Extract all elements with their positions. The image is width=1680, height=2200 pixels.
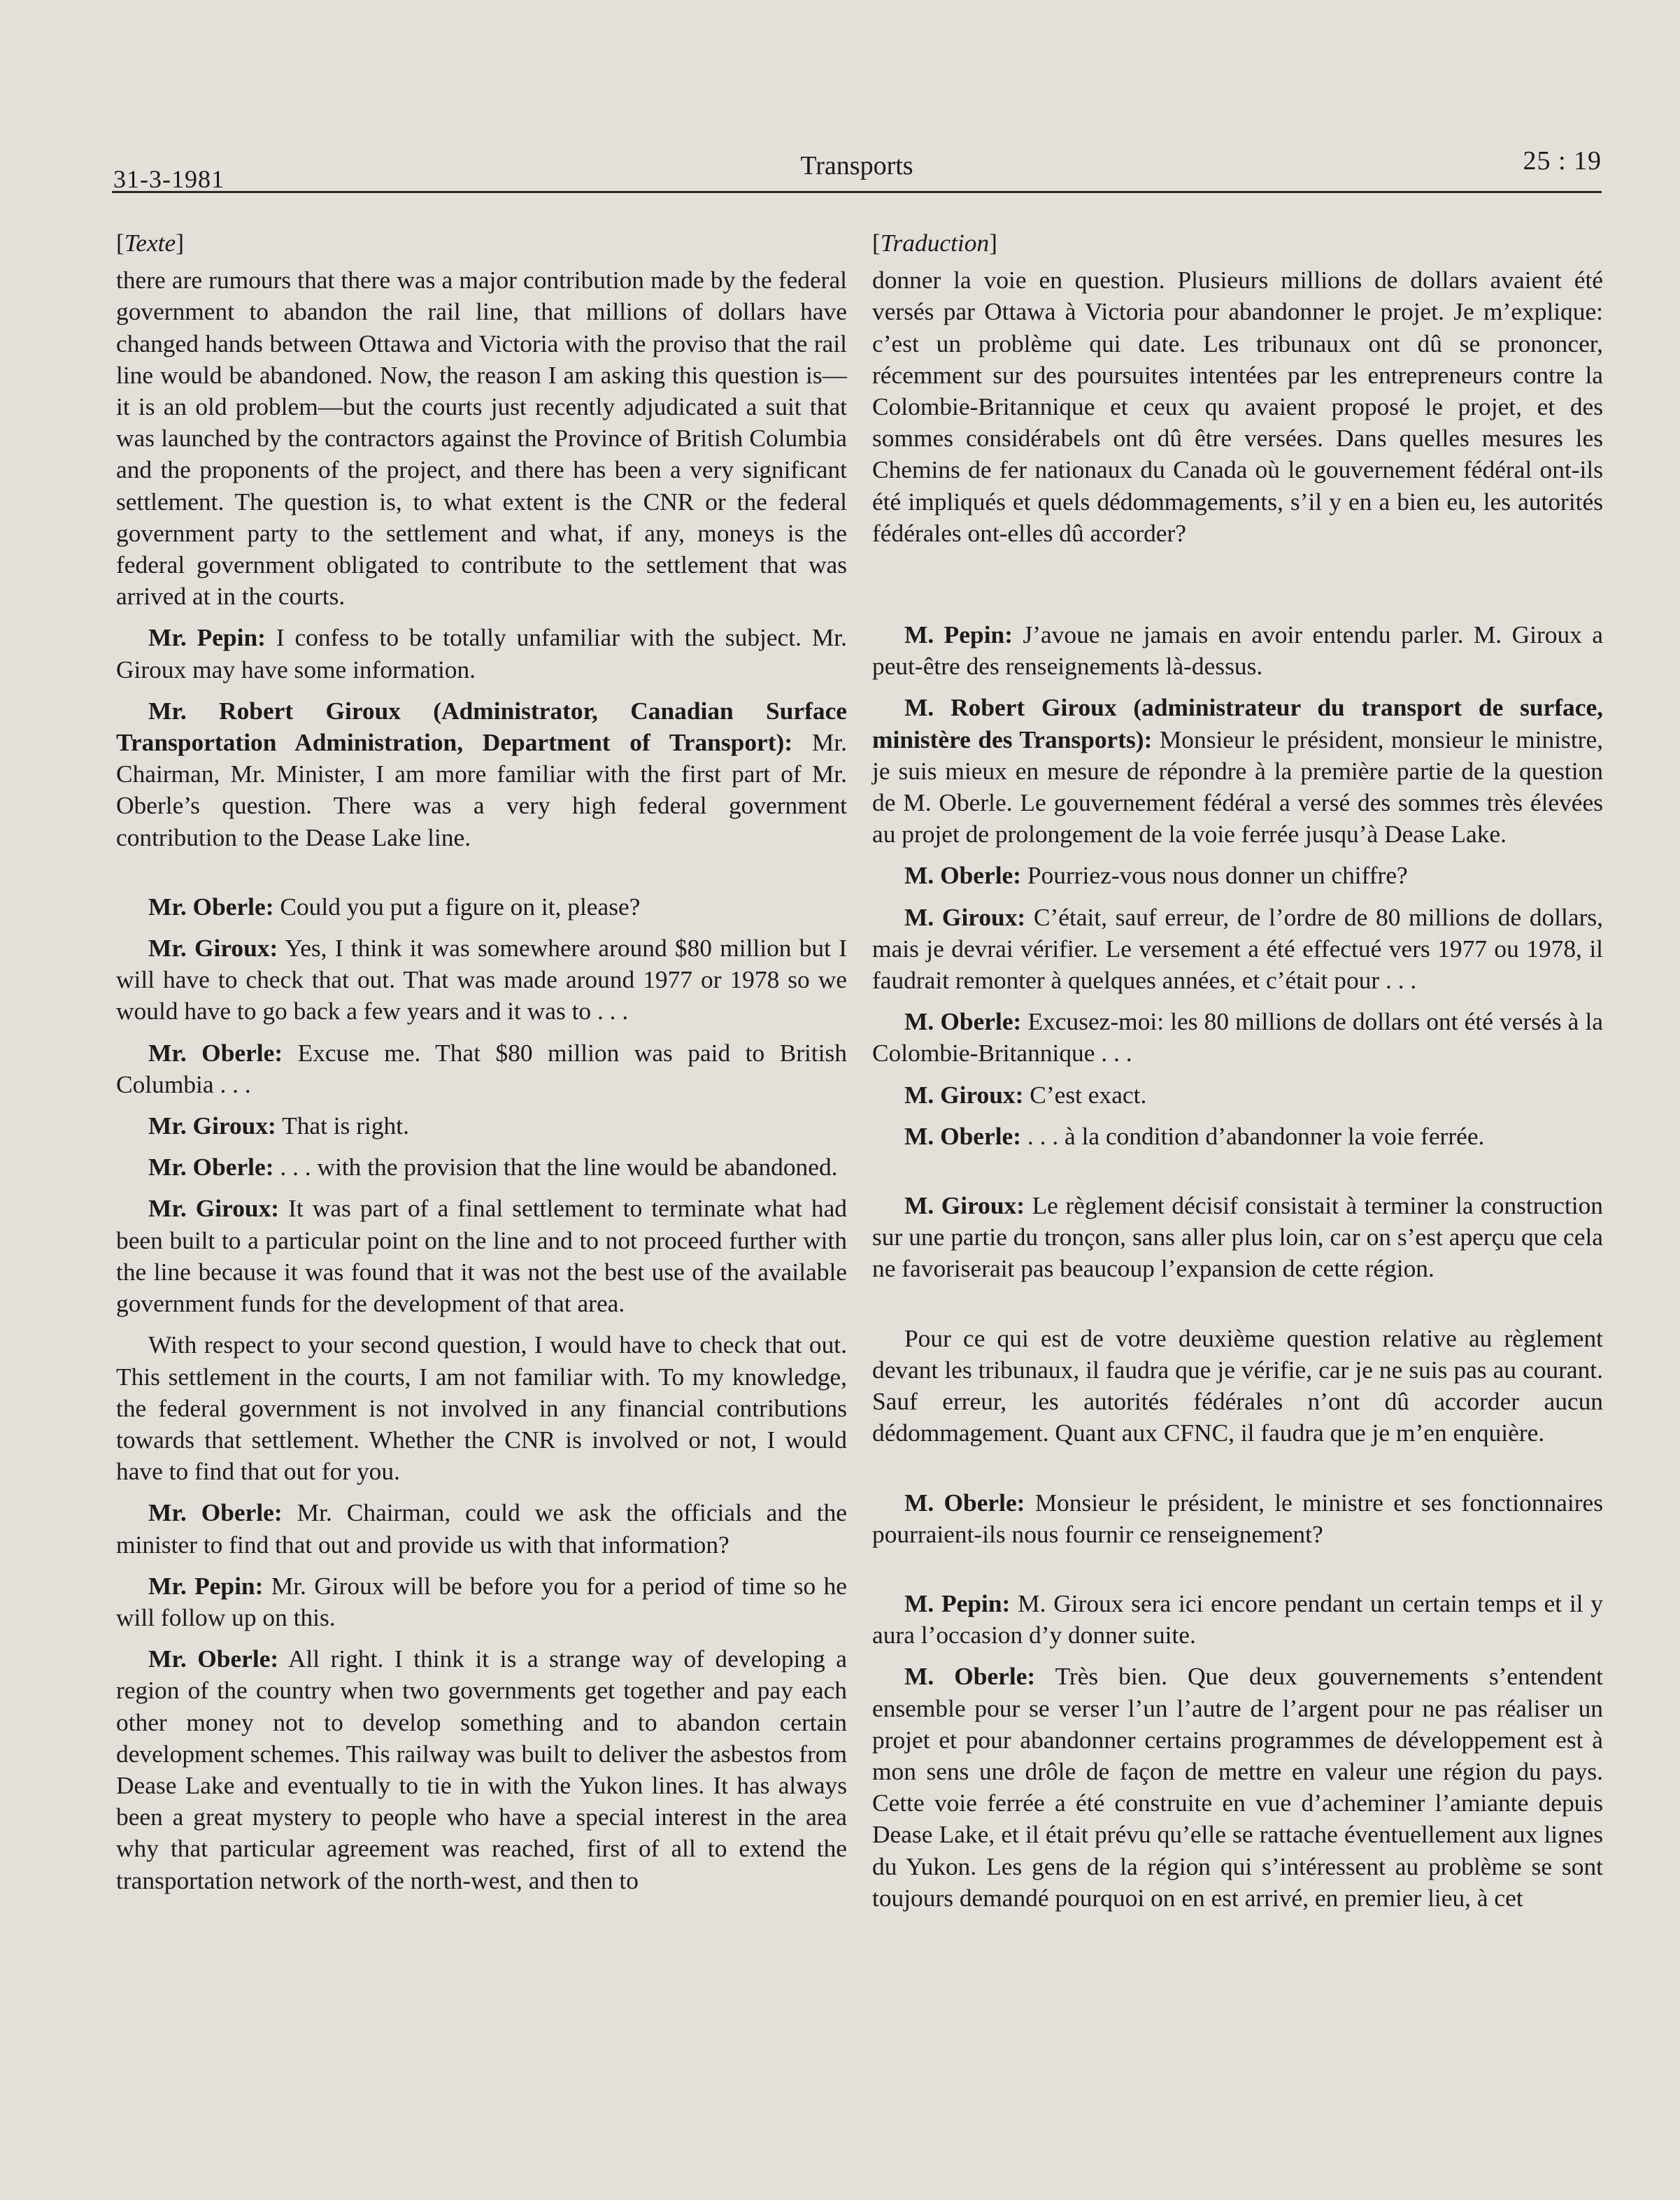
paragraph: M. Oberle: . . . à la condition d’abandonner la voie ferrée. bbox=[904, 1121, 1485, 1150]
paragraph: Pour ce qui est de votre deuxième question relative au règlement devant les tribunaux, il faudra que je vérifie, car je ne suis pas au courant. Sauf erreur, les autorités fédérales n’ont dû accorder aucun dédommagement. Quant aux CFNC, il faudra que je m’en enquière. bbox=[872, 1323, 1603, 1447]
paragraph: donner la voie en question. Plusieurs millions de dollars avaient été versés par Ottawa à Victoria pour abandonner le projet. Je m’explique: c’est un problème qui date. Les tribunaux ont dû se prononcer, récemment sur des poursuites intentées par les entrepreneurs contre la Colombie-Britannique et ceux qu avaient proposé le projet, et des sommes considérabels ont dû être versées. Dans quelles mesures les Chemins de fer nationaux du Canada où le gouvernement fédéral ont-ils été impliqués et quels dédommagements, s’il y en a bien eu, les autorités fédérales ont-elles dû accorder? bbox=[872, 266, 1603, 547]
paragraph: M. Robert Giroux (administrateur du transport de surface, ministère des Transports): Monsieur le président, monsieur le ministre, je suis mieux en mesure de répondre à la première partie de la question de M. Oberle. Le gouvernement fédéral a versé des sommes très élevées au projet de prolongement de la voie ferrée jusqu’à Dease Lake. bbox=[872, 693, 1603, 849]
paragraph: there are rumours that there was a major contribution made by the federal government to abandon the rail line, that millions of dollars have changed hands between Ottawa and Victoria with the proviso that the rail line would be abandoned. Now, the reason I am asking this question is—it is an old problem—but the courts just recently adjudicated a suit that was launched by the contractors against the Province of British Columbia and the proponents of the project, and there has been a very significant settlement. The question is, to what extent is the CNR or the federal government party to the settlement and what, if any, moneys is the federal government obligated to contribute to the settlement that was arrived at in the courts. bbox=[116, 266, 847, 611]
page-header bbox=[112, 143, 1602, 192]
paragraph: Mr. Pepin: I confess to be totally unfamiliar with the subject. Mr. Giroux may have some information. bbox=[116, 623, 847, 683]
header-title: Transports bbox=[800, 151, 913, 180]
paragraph: Mr. Oberle: Mr. Chairman, could we ask the officials and the minister to find that out and provide us with that information? bbox=[116, 1498, 847, 1559]
section-tag: [Traduction] bbox=[872, 229, 997, 257]
paragraph: M. Oberle: Excusez-moi: les 80 millions de dollars ont été versés à la Colombie-Britannique . . . bbox=[872, 1007, 1603, 1067]
paragraph: Mr. Oberle: . . . with the provision that the line would be abandoned. bbox=[148, 1153, 838, 1181]
paragraph: Mr. Oberle: Could you put a figure on it, please? bbox=[148, 892, 641, 921]
paragraph: M. Oberle: Très bien. Que deux gouvernements s’entendent ensemble pour se verser l’un l’autre de l’argent pour ne pas réaliser un projet et pour abandonner certains programmes de développement est à mon sens une drôle de façon de mettre en valeur une région du pays. Cette voie ferrée a été construite en vue d’acheminer l’amiante depuis Dease Lake, et il était prévu qu’elle se rattache éventuellement aux lignes du Yukon. Les gens de la région qui s’intéressent au problème se sont toujours demandé pourquoi on en est arrivé, en premier lieu, à cet bbox=[872, 1662, 1603, 1912]
paragraph: Mr. Pepin: Mr. Giroux will be before you for a period of time so he will follow up on this. bbox=[116, 1571, 847, 1631]
header-page-number: 25 : 19 bbox=[1523, 146, 1602, 176]
paragraph: M. Oberle: Monsieur le président, le ministre et ses fonctionnaires pourraient-ils nous fournir ce renseignement? bbox=[872, 1488, 1603, 1548]
header-rule bbox=[112, 191, 1602, 193]
paragraph: Mr. Robert Giroux (Administrator, Canadian Surface Transportation Administration, Department of Transport): Mr. Chairman, Mr. Minister, I am more familiar with the first part of Mr. Oberle’s question. There was a very high federal government contribution to the Dease Lake line. bbox=[116, 696, 848, 851]
paragraph: M. Giroux: C’est exact. bbox=[904, 1080, 1147, 1109]
paragraph: M. Giroux: Le règlement décisif consistait à terminer la construction sur une partie du tronçon, sans aller plus loin, car on s’est aperçu que cela ne favoriserait pas beaucoup l’expansion de cette région. bbox=[872, 1191, 1603, 1283]
column-french bbox=[872, 227, 1603, 1914]
paragraph: M. Oberle: Pourriez-vous nous donner un chiffre? bbox=[904, 861, 1408, 890]
column-english bbox=[116, 227, 847, 1896]
paragraph: Mr. Oberle: All right. I think it is a strange way of developing a region of the country when two governments get together and pay each other money not to develop something and to abandon certain development schemes. This railway was built to deliver the asbestos from Dease Lake and eventually to tie in with the Yukon lines. It has always been a great mystery to people who have a special interest in the area why that particular agreement was reached, first of all to extend the transportation network of the north-west, and then to bbox=[116, 1645, 847, 1894]
paragraph: M. Pepin: M. Giroux sera ici encore pendant un certain temps et il y aura l’occasion d’y donner suite. bbox=[872, 1589, 1603, 1649]
header-date: 31-3-1981 bbox=[113, 165, 225, 193]
paragraph: Mr. Oberle: Excuse me. That $80 million was paid to British Columbia . . . bbox=[116, 1038, 848, 1098]
paragraph: M. Giroux: C’était, sauf erreur, de l’ordre de 80 millions de dollars, mais je devrai vérifier. Le versement a été effectué vers 1977 ou 1978, il faudrait remonter à quelques années, et c’était pour . . . bbox=[872, 902, 1603, 995]
paragraph: Mr. Giroux: It was part of a final settlement to terminate what had been built to a particular point on the line and to not proceed further with the line because it was found that it was not the best use of the available government funds for the development of that area. bbox=[116, 1194, 847, 1318]
paragraph: Mr. Giroux: Yes, I think it was somewhere around $80 million but I will have to check that out. That was made around 1977 or 1978 so we would have to go back a few years and it was to . . . bbox=[116, 934, 847, 1026]
section-tag: [Texte] bbox=[116, 229, 184, 257]
paragraph: Mr. Giroux: That is right. bbox=[148, 1112, 409, 1140]
paragraph: With respect to your second question, I would have to check that out. This settlement in the courts, I am not familiar with. To my knowledge, the federal government is not involved in any financial contributions towards that settlement. Whether the CNR is involved or not, I would have to find that out for you. bbox=[116, 1330, 847, 1486]
paragraph: M. Pepin: J’avoue ne jamais en avoir entendu parler. M. Giroux a peut-être des renseignements là-dessus. bbox=[872, 620, 1603, 681]
